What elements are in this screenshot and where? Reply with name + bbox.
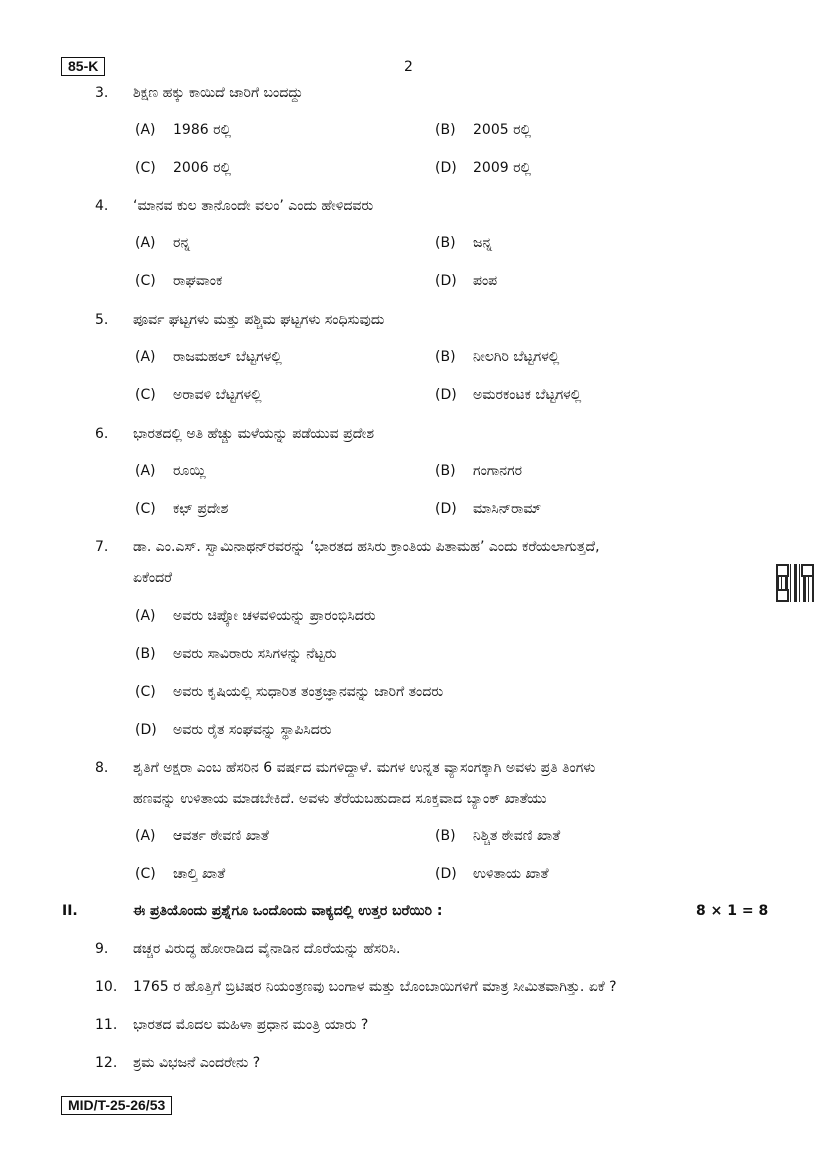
- option-label: (C): [135, 501, 156, 517]
- option-label: (A): [135, 828, 156, 844]
- option-label: (B): [435, 828, 456, 844]
- option-text: ಪಂಪ: [473, 273, 498, 289]
- option-label: (B): [435, 463, 456, 479]
- question-number: 8.: [95, 760, 109, 776]
- question-text: ‘ಮಾನವ ಕುಲ ತಾನೊಂದೇ ವಲಂ’ ಎಂದು ಹೇಳಿದವರು: [133, 198, 374, 214]
- option-label: (A): [135, 122, 156, 138]
- question-text: ಡಾ. ಎಂ.ಎಸ್. ಸ್ವಾಮಿನಾಥನ್‌ರವರನ್ನು ‘ಭಾರತದ ಹಸಿರು ಕ್ರಾಂತಿಯ ಪಿತಾಮಹ’ ಎಂದು ಕರೆಯಲಾಗುತ್ತದೆ,: [133, 539, 600, 555]
- option-text: ರನ್ನ: [173, 235, 191, 251]
- option-label: (A): [135, 235, 156, 251]
- option-text: 2009 ರಲ್ಲಿ: [473, 160, 532, 176]
- question-number: 6.: [95, 426, 109, 442]
- option-text: ನೀಲಗಿರಿ ಬೆಟ್ಟಗಳಲ್ಲಿ: [473, 349, 560, 365]
- question-text: ಡಚ್ಚರ ವಿರುದ್ಧ ಹೋರಾಡಿದ ವೈನಾಡಿನ ದೊರೆಯನ್ನು ಹೆಸರಿಸಿ.: [133, 941, 401, 957]
- section-title: ಈ ಪ್ರತಿಯೊಂದು ಪ್ರಶ್ನೆಗೂ ಒಂದೊಂದು ವಾಕ್ಯದಲ್ಲಿ ಉತ್ತರ ಬರೆಯಿರಿ :: [133, 903, 443, 919]
- option-label: (B): [435, 235, 456, 251]
- option-text: ಜನ್ನ: [473, 235, 493, 251]
- question-text: ಶ್ರಮ ವಿಭಜನೆ ಎಂದರೇನು ?: [133, 1055, 261, 1071]
- option-text: ಗಂಗಾನಗರ: [473, 463, 523, 479]
- option-label: (B): [435, 349, 456, 365]
- option-text: ಉಳಿತಾಯ ಖಾತೆ: [473, 866, 549, 882]
- page-number: 2: [404, 59, 413, 75]
- question-text: ಶಿಕ್ಷಣ ಹಕ್ಕು ಕಾಯಿದೆ ಜಾರಿಗೆ ಬಂದದ್ದು: [133, 85, 304, 101]
- option-label: (D): [435, 866, 457, 882]
- question-text: 1765 ರ ಹೊತ್ತಿಗೆ ಬ್ರಿಟಿಷರ ನಿಯಂತ್ರಣವು ಬಂಗಾಳ ಮತ್ತು ಬೊಂಬಾಯಿಗಳಿಗೆ ಮಾತ್ರ ಸೀಮಿತವಾಗಿತ್ತು. ಏಕೆ ?: [133, 979, 617, 995]
- question-number: 4.: [95, 198, 109, 214]
- option-text: ಕಛ್ ಪ್ರದೇಶ: [173, 501, 229, 517]
- option-text: ಚಾಲ್ತಿ ಖಾತೆ: [173, 866, 226, 882]
- option-text: ಅವರು ಕೃಷಿಯಲ್ಲಿ ಸುಧಾರಿತ ತಂತ್ರಜ್ಞಾನವನ್ನು ಜಾರಿಗೆ ತಂದರು: [173, 684, 444, 700]
- option-label: (A): [135, 349, 156, 365]
- question-text: ಶೃತಿಗೆ ಅಕ್ಷರಾ ಎಂಬ ಹೆಸರಿನ 6 ವರ್ಷದ ಮಗಳಿದ್ದಾಳೆ. ಮಗಳ ಉನ್ನತ ವ್ಯಾಸಂಗಕ್ಕಾಗಿ ಅವಳು ಪ್ರತಿ ತಿಂಗಳು: [133, 760, 596, 776]
- option-label: (A): [135, 463, 156, 479]
- question-number: 11.: [95, 1017, 118, 1033]
- question-number: 12.: [95, 1055, 118, 1071]
- section-number: II.: [62, 903, 78, 919]
- section-marks: 8 × 1 = 8: [696, 903, 769, 919]
- option-label: (D): [435, 273, 457, 289]
- option-label: (D): [435, 501, 457, 517]
- option-label: (D): [135, 722, 157, 738]
- question-text: ಭಾರತದಲ್ಲಿ ಅತಿ ಹೆಚ್ಚು ಮಳೆಯನ್ನು ಪಡೆಯುವ ಪ್ರದೇಶ: [133, 426, 375, 442]
- option-text: 2006 ರಲ್ಲಿ: [173, 160, 232, 176]
- option-text: 1986 ರಲ್ಲಿ: [173, 122, 232, 138]
- option-text: 2005 ರಲ್ಲಿ: [473, 122, 532, 138]
- qr-code-icon: [776, 564, 814, 602]
- option-text: ಅಮರಕಂಟಕ ಬೆಟ್ಟಗಳಲ್ಲಿ: [473, 387, 582, 403]
- option-text: ಅರಾವಳಿ ಬೆಟ್ಟಗಳಲ್ಲಿ: [173, 387, 262, 403]
- question-text: ಭಾರತದ ಮೊದಲ ಮಹಿಳಾ ಪ್ರಧಾನ ಮಂತ್ರಿ ಯಾರು ?: [133, 1017, 369, 1033]
- option-label: (C): [135, 866, 156, 882]
- option-text: ಅವರು ಚಿಪ್ಕೋ ಚಳವಳಿಯನ್ನು ಪ್ರಾರಂಭಿಸಿದರು: [173, 608, 376, 624]
- option-label: (D): [435, 160, 457, 176]
- option-text: ಮಾಸಿನ್‌ರಾಮ್: [473, 501, 542, 517]
- question-number: 9.: [95, 941, 109, 957]
- question-text-continued: ಹಣವನ್ನು ಉಳಿತಾಯ ಮಾಡಬೇಕಿದೆ. ಅವಳು ತೆರೆಯಬಹುದಾದ ಸೂಕ್ತವಾದ ಬ್ಯಾಂಕ್ ಖಾತೆಯು: [133, 791, 547, 807]
- option-label: (B): [135, 646, 156, 662]
- option-label: (C): [135, 273, 156, 289]
- option-label: (B): [435, 122, 456, 138]
- option-text: ಆವರ್ತ ಠೇವಣಿ ಖಾತೆ: [173, 828, 269, 844]
- question-number: 10.: [95, 979, 118, 995]
- option-label: (C): [135, 387, 156, 403]
- option-label: (C): [135, 160, 156, 176]
- option-text: ರೂಯ್ಲಿ: [173, 463, 207, 479]
- paper-code: 85-K: [61, 57, 105, 76]
- option-text: ಅವರು ಸಾವಿರಾರು ಸಸಿಗಳನ್ನು ನೆಟ್ಟರು: [173, 646, 337, 662]
- option-text: ರಾಜಮಹಲ್ ಬೆಟ್ಟಗಳಲ್ಲಿ: [173, 349, 282, 365]
- question-number: 5.: [95, 312, 109, 328]
- question-number: 7.: [95, 539, 109, 555]
- question-text: ಪೂರ್ವ ಘಟ್ಟಗಳು ಮತ್ತು ಪಶ್ಚಿಮ ಘಟ್ಟಗಳು ಸಂಧಿಸುವುದು: [133, 312, 385, 328]
- option-text: ನಿಶ್ಚಿತ ಠೇವಣಿ ಖಾತೆ: [473, 828, 561, 844]
- question-text-continued: ಏಕೆಂದರೆ: [133, 570, 173, 586]
- option-label: (C): [135, 684, 156, 700]
- option-text: ರಾಘವಾಂಕ: [173, 273, 223, 289]
- footer-code: MID/T-25-26/53: [61, 1096, 172, 1115]
- question-number: 3.: [95, 85, 109, 101]
- option-text: ಅವರು ರೈತ ಸಂಘವನ್ನು ಸ್ಥಾಪಿಸಿದರು: [173, 722, 332, 738]
- option-label: (D): [435, 387, 457, 403]
- option-label: (A): [135, 608, 156, 624]
